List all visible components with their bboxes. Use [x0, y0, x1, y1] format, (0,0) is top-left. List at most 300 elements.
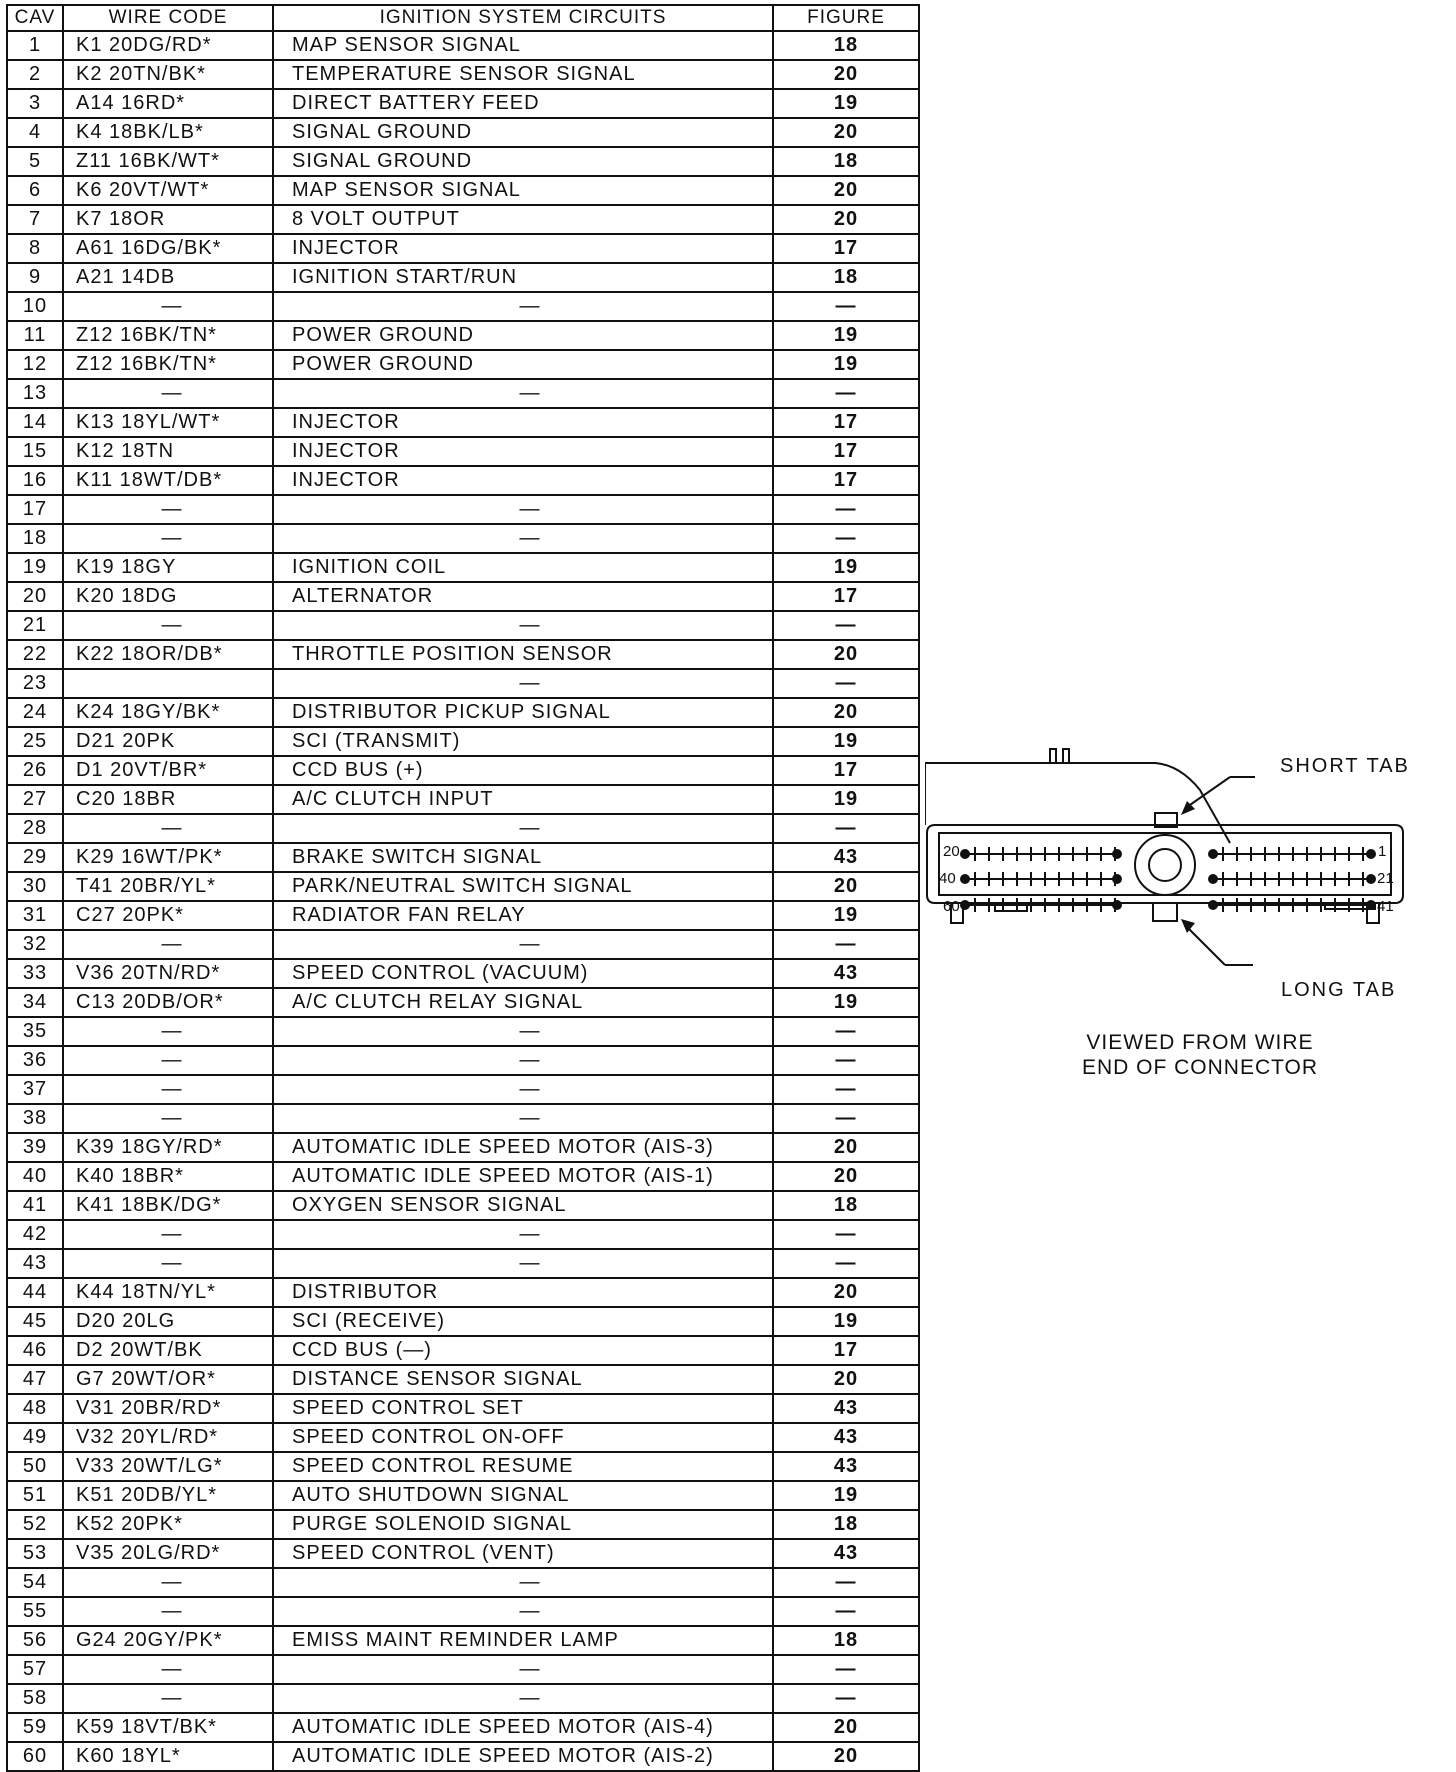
circuit-cell: ALTERNATOR [273, 582, 773, 611]
circuit-cell: — [273, 611, 773, 640]
figure-cell: 17 [773, 582, 919, 611]
figure-cell: 19 [773, 321, 919, 350]
table-row [7, 611, 919, 640]
wire-code-cell: — [63, 1597, 273, 1626]
cav-cell: 29 [7, 843, 63, 872]
pin-label-40: 40 [939, 870, 956, 887]
cav-cell: 5 [7, 147, 63, 176]
table-row [7, 553, 919, 582]
circuit-cell: SIGNAL GROUND [273, 147, 773, 176]
wire-code-cell: T41 20BR/YL* [63, 872, 273, 901]
figure-cell: 43 [773, 1394, 919, 1423]
cav-cell: 41 [7, 1191, 63, 1220]
figure-cell: — [773, 611, 919, 640]
table-row [7, 1365, 919, 1394]
figure-cell: 20 [773, 698, 919, 727]
figure-cell: 20 [773, 1713, 919, 1742]
circuit-cell: SPEED CONTROL SET [273, 1394, 773, 1423]
figure-cell: 17 [773, 408, 919, 437]
figure-cell: — [773, 1046, 919, 1075]
wire-code-cell: G24 20GY/PK* [63, 1626, 273, 1655]
figure-cell: — [773, 1684, 919, 1713]
figure-cell: 20 [773, 1365, 919, 1394]
cav-cell: 12 [7, 350, 63, 379]
circuit-cell: EMISS MAINT REMINDER LAMP [273, 1626, 773, 1655]
table-row [7, 669, 919, 698]
table-row [7, 1742, 919, 1771]
cav-cell: 48 [7, 1394, 63, 1423]
table-row [7, 466, 919, 495]
cav-cell: 50 [7, 1452, 63, 1481]
connector-pinout-table-container [6, 4, 918, 1772]
header-circuit: IGNITION SYSTEM CIRCUITS [273, 5, 773, 31]
table-row [7, 640, 919, 669]
circuit-cell: DISTANCE SENSOR SIGNAL [273, 1365, 773, 1394]
wire-code-cell [63, 669, 273, 698]
wire-code-cell: D2 20WT/BK [63, 1336, 273, 1365]
table-row [7, 1046, 919, 1075]
figure-cell: 18 [773, 263, 919, 292]
connector-diagram [925, 725, 1445, 1001]
wire-code-cell: K19 18GY [63, 553, 273, 582]
figure-cell: — [773, 930, 919, 959]
table-row [7, 147, 919, 176]
figure-cell: 18 [773, 1510, 919, 1539]
figure-cell: 19 [773, 727, 919, 756]
wire-code-cell: K4 18BK/LB* [63, 118, 273, 147]
wire-code-cell: K59 18VT/BK* [63, 1713, 273, 1742]
cav-cell: 26 [7, 756, 63, 785]
figure-cell: — [773, 1655, 919, 1684]
wire-code-cell: K44 18TN/YL* [63, 1278, 273, 1307]
table-row [7, 1597, 919, 1626]
circuit-cell: PARK/NEUTRAL SWITCH SIGNAL [273, 872, 773, 901]
circuit-cell: — [273, 524, 773, 553]
wire-code-cell: K13 18YL/WT* [63, 408, 273, 437]
figure-cell: 43 [773, 843, 919, 872]
figure-cell: — [773, 669, 919, 698]
table-row [7, 698, 919, 727]
circuit-cell: — [273, 930, 773, 959]
circuit-cell: — [273, 1046, 773, 1075]
wire-code-cell: D20 20LG [63, 1307, 273, 1336]
table-row [7, 1568, 919, 1597]
circuit-cell: SIGNAL GROUND [273, 118, 773, 147]
table-row [7, 118, 919, 147]
pinout-table [6, 4, 920, 1772]
figure-cell: 19 [773, 89, 919, 118]
circuit-cell: INJECTOR [273, 466, 773, 495]
table-header-row [7, 5, 919, 31]
circuit-cell: — [273, 1220, 773, 1249]
wire-code-cell: K1 20DG/RD* [63, 31, 273, 60]
wire-code-cell: C27 20PK* [63, 901, 273, 930]
figure-cell: — [773, 1017, 919, 1046]
figure-cell: 19 [773, 988, 919, 1017]
circuit-cell: — [273, 292, 773, 321]
wire-code-cell: A61 16DG/BK* [63, 234, 273, 263]
short-tab-label: SHORT TAB [1280, 755, 1410, 777]
wire-code-cell: A14 16RD* [63, 89, 273, 118]
wire-code-cell: Z12 16BK/TN* [63, 321, 273, 350]
wire-code-cell: — [63, 524, 273, 553]
circuit-cell: CCD BUS (—) [273, 1336, 773, 1365]
cav-cell: 8 [7, 234, 63, 263]
figure-cell: 19 [773, 1481, 919, 1510]
cav-cell: 22 [7, 640, 63, 669]
cav-cell: 6 [7, 176, 63, 205]
wire-code-cell: — [63, 1017, 273, 1046]
pin-label-1: 1 [1378, 843, 1387, 860]
table-row [7, 1394, 919, 1423]
cav-cell: 17 [7, 495, 63, 524]
circuit-cell: — [273, 669, 773, 698]
wire-code-cell: K20 18DG [63, 582, 273, 611]
wire-code-cell: — [63, 1220, 273, 1249]
cav-cell: 34 [7, 988, 63, 1017]
table-row [7, 1626, 919, 1655]
table-row [7, 524, 919, 553]
circuit-cell: MAP SENSOR SIGNAL [273, 176, 773, 205]
figure-cell: 20 [773, 1278, 919, 1307]
wire-code-cell: — [63, 1249, 273, 1278]
figure-cell: 43 [773, 1423, 919, 1452]
wire-code-cell: K60 18YL* [63, 1742, 273, 1771]
figure-cell: 17 [773, 756, 919, 785]
circuit-cell: AUTOMATIC IDLE SPEED MOTOR (AIS-3) [273, 1133, 773, 1162]
cav-cell: 57 [7, 1655, 63, 1684]
cav-cell: 9 [7, 263, 63, 292]
table-row [7, 582, 919, 611]
long-tab-label: LONG TAB [1281, 979, 1397, 1001]
table-row [7, 1481, 919, 1510]
figure-cell: 18 [773, 1626, 919, 1655]
wire-code-cell: — [63, 1655, 273, 1684]
table-row [7, 1249, 919, 1278]
table-row [7, 1336, 919, 1365]
circuit-cell: — [273, 495, 773, 524]
cav-cell: 13 [7, 379, 63, 408]
cav-cell: 38 [7, 1104, 63, 1133]
circuit-cell: POWER GROUND [273, 321, 773, 350]
wire-code-cell: A21 14DB [63, 263, 273, 292]
caption-line-2: END OF CONNECTOR [1081, 1056, 1319, 1079]
cav-cell: 60 [7, 1742, 63, 1771]
wire-code-cell: V35 20LG/RD* [63, 1539, 273, 1568]
circuit-cell: — [273, 1597, 773, 1626]
circuit-cell: TEMPERATURE SENSOR SIGNAL [273, 60, 773, 89]
wire-code-cell: K11 18WT/DB* [63, 466, 273, 495]
figure-cell: 19 [773, 785, 919, 814]
caption-line-1: VIEWED FROM WIRE [1086, 1031, 1314, 1054]
figure-cell: 20 [773, 1162, 919, 1191]
figure-cell: — [773, 1104, 919, 1133]
wire-code-cell: C20 18BR [63, 785, 273, 814]
wire-code-cell: K39 18GY/RD* [63, 1133, 273, 1162]
cav-cell: 42 [7, 1220, 63, 1249]
cav-cell: 16 [7, 466, 63, 495]
circuit-cell: THROTTLE POSITION SENSOR [273, 640, 773, 669]
table-row [7, 1539, 919, 1568]
wire-code-cell: — [63, 611, 273, 640]
circuit-cell: — [273, 1104, 773, 1133]
circuit-cell: — [273, 1017, 773, 1046]
circuit-cell: OXYGEN SENSOR SIGNAL [273, 1191, 773, 1220]
circuit-cell: IGNITION COIL [273, 553, 773, 582]
wire-code-cell: K29 16WT/PK* [63, 843, 273, 872]
cav-cell: 40 [7, 1162, 63, 1191]
cav-cell: 56 [7, 1626, 63, 1655]
wire-code-cell: G7 20WT/OR* [63, 1365, 273, 1394]
table-row [7, 843, 919, 872]
wire-code-cell: — [63, 930, 273, 959]
cav-cell: 54 [7, 1568, 63, 1597]
cav-cell: 32 [7, 930, 63, 959]
circuit-cell: SPEED CONTROL (VENT) [273, 1539, 773, 1568]
cav-cell: 43 [7, 1249, 63, 1278]
cav-cell: 59 [7, 1713, 63, 1742]
table-row [7, 1075, 919, 1104]
figure-cell: 18 [773, 147, 919, 176]
figure-cell: — [773, 1075, 919, 1104]
table-row [7, 1191, 919, 1220]
table-row [7, 263, 919, 292]
circuit-cell: SPEED CONTROL RESUME [273, 1452, 773, 1481]
circuit-cell: CCD BUS (+) [273, 756, 773, 785]
wire-code-cell: V36 20TN/RD* [63, 959, 273, 988]
wire-code-cell: K51 20DB/YL* [63, 1481, 273, 1510]
cav-cell: 1 [7, 31, 63, 60]
circuit-cell: MAP SENSOR SIGNAL [273, 31, 773, 60]
table-row [7, 408, 919, 437]
wire-code-cell: V33 20WT/LG* [63, 1452, 273, 1481]
cav-cell: 24 [7, 698, 63, 727]
table-row [7, 234, 919, 263]
table-row [7, 292, 919, 321]
header-wire-code: WIRE CODE [63, 5, 273, 31]
figure-cell: — [773, 379, 919, 408]
wire-code-cell: K41 18BK/DG* [63, 1191, 273, 1220]
figure-cell: 43 [773, 1539, 919, 1568]
figure-cell: 19 [773, 1307, 919, 1336]
circuit-cell: AUTOMATIC IDLE SPEED MOTOR (AIS-1) [273, 1162, 773, 1191]
cav-cell: 52 [7, 1510, 63, 1539]
circuit-cell: AUTOMATIC IDLE SPEED MOTOR (AIS-2) [273, 1742, 773, 1771]
circuit-cell: SCI (RECEIVE) [273, 1307, 773, 1336]
table-row [7, 437, 919, 466]
table-row [7, 988, 919, 1017]
cav-cell: 10 [7, 292, 63, 321]
circuit-cell: SPEED CONTROL (VACUUM) [273, 959, 773, 988]
wire-code-cell: — [63, 1568, 273, 1597]
pin-label-21: 21 [1377, 870, 1394, 887]
wire-code-cell: — [63, 292, 273, 321]
header-figure: FIGURE [773, 5, 919, 31]
wire-code-cell: V32 20YL/RD* [63, 1423, 273, 1452]
figure-cell: — [773, 292, 919, 321]
circuit-cell: RADIATOR FAN RELAY [273, 901, 773, 930]
figure-cell: 17 [773, 234, 919, 263]
table-row [7, 1220, 919, 1249]
wire-code-cell: K40 18BR* [63, 1162, 273, 1191]
table-row [7, 1684, 919, 1713]
table-row [7, 1510, 919, 1539]
wire-code-cell: — [63, 1075, 273, 1104]
cav-cell: 7 [7, 205, 63, 234]
figure-cell: 17 [773, 466, 919, 495]
table-row [7, 785, 919, 814]
circuit-cell: INJECTOR [273, 437, 773, 466]
cav-cell: 23 [7, 669, 63, 698]
circuit-cell: 8 VOLT OUTPUT [273, 205, 773, 234]
pin-label-20: 20 [943, 843, 960, 860]
figure-cell: 20 [773, 640, 919, 669]
figure-cell: 18 [773, 31, 919, 60]
table-row [7, 872, 919, 901]
cav-cell: 15 [7, 437, 63, 466]
figure-cell: 19 [773, 350, 919, 379]
table-row [7, 901, 919, 930]
pin-label-60: 60 [943, 898, 960, 915]
figure-cell: — [773, 495, 919, 524]
cav-cell: 14 [7, 408, 63, 437]
table-row [7, 1655, 919, 1684]
wire-code-cell: K24 18GY/BK* [63, 698, 273, 727]
wire-code-cell: K7 18OR [63, 205, 273, 234]
wire-code-cell: — [63, 1104, 273, 1133]
table-row [7, 31, 919, 60]
figure-cell: 20 [773, 176, 919, 205]
wire-code-cell: K22 18OR/DB* [63, 640, 273, 669]
circuit-cell: AUTO SHUTDOWN SIGNAL [273, 1481, 773, 1510]
cav-cell: 25 [7, 727, 63, 756]
table-row [7, 350, 919, 379]
circuit-cell: IGNITION START/RUN [273, 263, 773, 292]
circuit-cell: A/C CLUTCH INPUT [273, 785, 773, 814]
cav-cell: 53 [7, 1539, 63, 1568]
table-row [7, 1423, 919, 1452]
table-row [7, 1278, 919, 1307]
cav-cell: 44 [7, 1278, 63, 1307]
cav-cell: 2 [7, 60, 63, 89]
figure-cell: 43 [773, 1452, 919, 1481]
wire-code-cell: K52 20PK* [63, 1510, 273, 1539]
figure-cell: 20 [773, 872, 919, 901]
circuit-cell: BRAKE SWITCH SIGNAL [273, 843, 773, 872]
wire-code-cell: — [63, 379, 273, 408]
circuit-cell: AUTOMATIC IDLE SPEED MOTOR (AIS-4) [273, 1713, 773, 1742]
figure-cell: 17 [773, 1336, 919, 1365]
table-row [7, 60, 919, 89]
circuit-cell: — [273, 1568, 773, 1597]
circuit-cell: SPEED CONTROL ON-OFF [273, 1423, 773, 1452]
wire-code-cell: — [63, 814, 273, 843]
figure-cell: 20 [773, 60, 919, 89]
figure-cell: 19 [773, 553, 919, 582]
circuit-cell: DISTRIBUTOR PICKUP SIGNAL [273, 698, 773, 727]
circuit-cell: — [273, 1249, 773, 1278]
table-row [7, 756, 919, 785]
wire-code-cell: — [63, 495, 273, 524]
figure-cell: — [773, 1568, 919, 1597]
table-row [7, 1017, 919, 1046]
table-row [7, 1452, 919, 1481]
table-row [7, 814, 919, 843]
figure-cell: — [773, 524, 919, 553]
figure-cell: 20 [773, 205, 919, 234]
figure-cell: — [773, 814, 919, 843]
wire-code-cell: D1 20VT/BR* [63, 756, 273, 785]
circuit-cell: INJECTOR [273, 234, 773, 263]
circuit-cell: DIRECT BATTERY FEED [273, 89, 773, 118]
table-row [7, 1104, 919, 1133]
cav-cell: 11 [7, 321, 63, 350]
table-row [7, 1162, 919, 1191]
cav-cell: 33 [7, 959, 63, 988]
cav-cell: 27 [7, 785, 63, 814]
cav-cell: 47 [7, 1365, 63, 1394]
table-row [7, 930, 919, 959]
circuit-cell: — [273, 1075, 773, 1104]
cav-cell: 3 [7, 89, 63, 118]
cav-cell: 31 [7, 901, 63, 930]
wire-code-cell: K2 20TN/BK* [63, 60, 273, 89]
circuit-cell: — [273, 1684, 773, 1713]
cav-cell: 18 [7, 524, 63, 553]
circuit-cell: — [273, 814, 773, 843]
cav-cell: 46 [7, 1336, 63, 1365]
pin-label-41: 41 [1377, 898, 1394, 915]
wire-code-cell: V31 20BR/RD* [63, 1394, 273, 1423]
figure-cell: — [773, 1597, 919, 1626]
figure-cell: 20 [773, 1742, 919, 1771]
circuit-cell: DISTRIBUTOR [273, 1278, 773, 1307]
table-row [7, 176, 919, 205]
cav-cell: 37 [7, 1075, 63, 1104]
circuit-cell: — [273, 1655, 773, 1684]
wire-code-cell: Z11 16BK/WT* [63, 147, 273, 176]
wire-code-cell: — [63, 1046, 273, 1075]
table-row [7, 321, 919, 350]
cav-cell: 49 [7, 1423, 63, 1452]
cav-cell: 35 [7, 1017, 63, 1046]
cav-cell: 20 [7, 582, 63, 611]
connector-caption [1040, 1030, 1360, 1080]
cav-cell: 30 [7, 872, 63, 901]
table-row [7, 379, 919, 408]
table-row [7, 89, 919, 118]
circuit-cell: PURGE SOLENOID SIGNAL [273, 1510, 773, 1539]
figure-cell: — [773, 1220, 919, 1249]
table-row [7, 495, 919, 524]
cav-cell: 21 [7, 611, 63, 640]
cav-cell: 55 [7, 1597, 63, 1626]
figure-cell: 19 [773, 901, 919, 930]
figure-cell: 43 [773, 959, 919, 988]
cav-cell: 45 [7, 1307, 63, 1336]
cav-cell: 51 [7, 1481, 63, 1510]
wire-code-cell: C13 20DB/OR* [63, 988, 273, 1017]
circuit-cell: A/C CLUTCH RELAY SIGNAL [273, 988, 773, 1017]
wire-code-cell: Z12 16BK/TN* [63, 350, 273, 379]
figure-cell: — [773, 1249, 919, 1278]
table-row [7, 959, 919, 988]
table-row [7, 205, 919, 234]
cav-cell: 28 [7, 814, 63, 843]
wire-code-cell: — [63, 1684, 273, 1713]
circuit-cell: — [273, 379, 773, 408]
wire-code-cell: D21 20PK [63, 727, 273, 756]
